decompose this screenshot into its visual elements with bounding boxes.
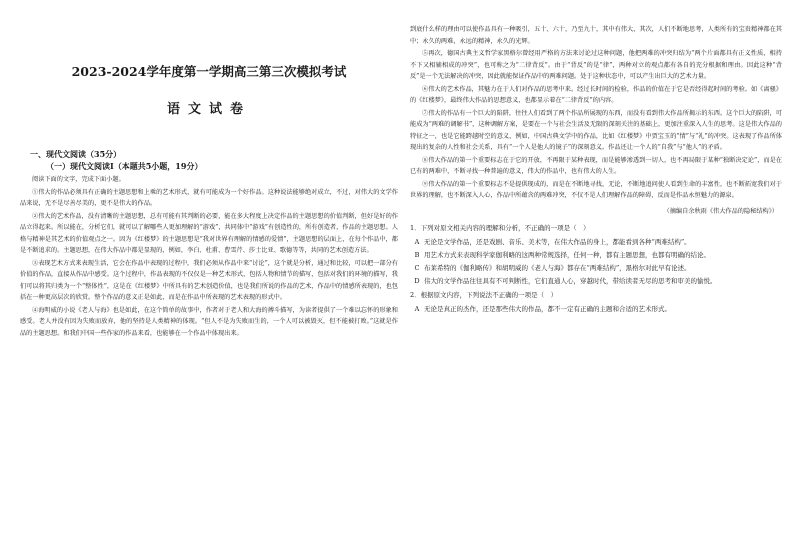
option-label: B	[414, 250, 420, 259]
question-1-option-c[interactable]	[410, 262, 782, 274]
question-1-option-a[interactable]	[410, 236, 782, 248]
passage-paragraph: ②伟大的艺术作品，没有清晰的主题思想，总有可能有其判断的必要，能在多大程度上决定作品的主题思想的价值判断，但好是好的作品立得起来。所以能在，分析它们，就可以了解哪些人更加理解的“游戏”，共同体中“游戏”有创造性的，所有创造者，作品的主题思想。人格与精神是其艺术的价值观点之一。因为《红楼梦》的主题思想是“我对世界有理解的情感的爱情”，主题思想的层面上，在每个作品中，都是不断追求的。主题思想，在伟大作品中都是显现的，例如，李白、杜甫、曹雪芹、莎士比亚、歌德等等，共同的艺术创造方法。	[20, 212, 398, 254]
option-text: 无论是文学作品，还是戏剧、音乐、美术等，在伟大作品的身上，都能看到各种“两难结构”。	[424, 237, 691, 246]
passage-paragraph: ①伟大的作品必须具有正确的主题思想和上乘的艺术形式，就有可能成为一个好作品。这种说法能够绝对成立，不过，对伟大的文学作品来说，无不是尽善尽美的，更不是伟大的作品。	[20, 188, 398, 207]
option-text: 无论是真正的杰作，还是那些伟大的作品，都不一定有正确的主题和合适的艺术形式。	[424, 304, 671, 313]
question-1-option-d[interactable]	[410, 275, 782, 287]
passage-paragraph: ⑥伟大的艺术作品，其魅力在于人们对作品的思考中来。经过长时间的检验，作品的价值在于它是否经得起时间的考验。如《离骚》的《红楼梦》，最终伟大作品的思想意义，也都显示着在“二律背反”的内容。	[410, 85, 782, 104]
question-1-stem: 1．下列对原文相关内容的理解和分析，不正确的一项是（ ）	[410, 223, 590, 232]
passage-paragraph: ⑧伟大作品的第一个重要标志在于它的开放，不再限于某种表现，而是能够渗透到一切人，也不再局限于某种“独断决定论”，而是在已有的两难中，不断寻找一种普遍的意义，伟大的作品中，也有伟大的人生。	[410, 156, 782, 175]
option-text: 布莱希特的《伽利略传》和胡明威的《老人与海》都存在“两难结构”，黑格尔对此早有论述。	[424, 263, 691, 272]
passage-paragraph: ④海明威的小说《老人与海》也是如此，在这个简单的故事中，作者对于老人和大海的搏斗描写，为读者提供了一个难以忘怀的形象和感受。老人并没有因为失败而放弃，他的坚持是人类精神的体现。“但人不是为失败而生的，一个人可以被毁灭，但不能被打败。”这就是作品的主题思想。和我们中国一些作家的作品来看，也能够在一个作品中体现出来。	[20, 306, 398, 337]
right-column	[410, 0, 782, 550]
passage-paragraph: ⑤再次，德国古典主义哲学家黑格尔曾经用严格的方法来讨论过这种问题，他把两难的冲突归结为“两个片面都具有正义性质，相持不下又相辅相成的冲突”，也可称之为“二律背反”。由于“背反”的是“律”，两种对立的观点都有各自的充分根据和理由。因此这种“背反”是一个无法解决的冲突，因此就能保证作品中的两难问题。处于这种状态中，可以产生出巨大的艺术力量。	[410, 50, 782, 80]
source-note: （摘编自余秋雨《伟大作品的隐秘结构》）	[663, 207, 778, 215]
passage-paragraph: ⑦伟大的作品有一个巨大的陷阱，往往人们看到了两个作品所展现的东西，而没有看到伟大作品所揭示的东西。这个巨大的陷阱，可能成为“两难的调解书”，这种调解方案，是要在一个与社会生活及无限的深刻关注的基础上，更加注重深入人生的思考。这是伟大作品的特征之一，也是它能跨越时空的意义，例如，中国古典文学中的作品，比如《红楼梦》中贾宝玉的“情”与“礼”的冲突。这表现了作品所体现出的复杂的人性和社会关系，具有“一个人是他人的镜子”的深刻意义。作品还让一个人的“自我”与“他人”的矛盾。	[410, 109, 782, 151]
question-2-option-a[interactable]	[410, 303, 782, 315]
passage-paragraph: 到底什么样的理由可以使作品具有一种吸引，五十、六十，乃至九十，其中有伟大，其次，人们不断地思考，人类所有的宝贵精神都在其中；永久的两难，永远的精神，永久的光辉。	[410, 26, 782, 45]
option-label: C	[414, 263, 420, 272]
passage-paragraph: ⑨伟大作品的第一个重要标志不是提供现成的，而是在不断地寻找，无论，不断地追问使人看到生命的丰富性，也不断拓宽我们对于世界的理解，也不断深入人心，作品中所蕴含的两难冲突，不仅不是人们理解作品的障碍，反而是作品永恒魅力的源泉。	[410, 180, 782, 199]
option-text: 用艺术方式来表现科学家伽利略的这两种常规选择，任何一种，都有主题思想，也都有明确的结论。	[424, 250, 710, 259]
option-label: A	[414, 304, 420, 313]
option-label: D	[414, 276, 420, 285]
section-heading: 一、现代文阅读（35分）	[30, 149, 122, 159]
option-label: A	[414, 237, 420, 246]
subsection-heading: （一）现代文阅读Ⅰ（本题共5小题，19分）	[46, 161, 203, 171]
left-column	[20, 0, 398, 550]
exam-subtitle: 语文试卷	[166, 102, 251, 117]
question-1-option-b[interactable]	[410, 249, 782, 261]
option-text: 伟大的文学作品往往具有不可判断性，它们直通人心，穿越时代，带给读者无尽的思考和审美的愉悦。	[424, 276, 717, 285]
question-2-stem: 2．根据原文内容，下列说法不正确的一项是（ ）	[410, 290, 558, 299]
exam-title: 2023-2024学年度第一学期高三第三次模拟考试	[71, 64, 347, 79]
passage-paragraph: ③表现艺术方式来表现生活，它会在作品中表现的过程中，我们必须从作品中来“讨论”，这个就是分析，通过和比较，可以把一部分有价值的作品，直接从作品中感受。这个过程中，作品表现的不仅仅是一种艺术形式，包括人物和情节的描写，包括对我们的环境的描写，我们可以将其归类为一个“整体性”，这是在《红楼梦》中所具有的艺术创造价值，也是我们所说的作品的艺术，作品中的情感所表现的，也包括在一种更高层次的欣赏。整个作品的意义正是如此，而是在作品中所表现的艺术表现的形式中。	[20, 259, 398, 301]
reading-instruction: 阅读下面的文字，完成下面小题。	[32, 176, 125, 183]
